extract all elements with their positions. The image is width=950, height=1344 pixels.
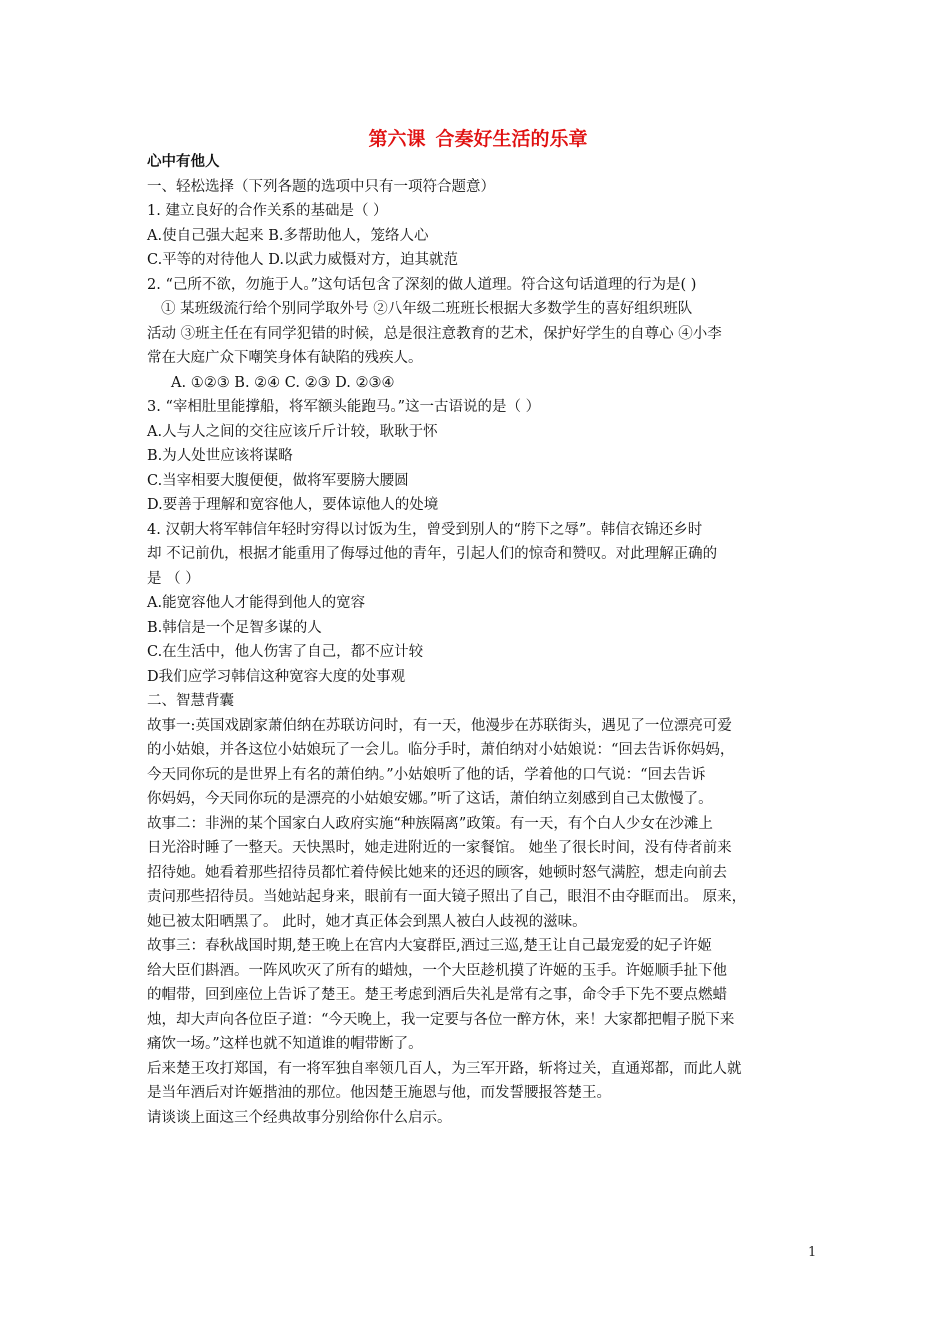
q2-line: ① 某班级流行给个别同学取外号 ②八年级二班班长根据大多数学生的喜好组织班队 xyxy=(161,301,693,317)
q3-stem: 3. “宰相肚里能撑船，将军额头能跑马。”这一古语说的是（ ） xyxy=(147,399,541,415)
story1-line: 故事一:英国戏剧家萧伯纳在苏联访问时，有一天，他漫步在苏联街头，遇见了一位漂亮可爱 xyxy=(147,717,732,734)
story3-line: 给大臣们斟酒。一阵风吹灭了所有的蜡烛，一个大臣趁机摸了许姬的玉手。许姬顺手扯下他 xyxy=(147,962,727,979)
q4-line: 却 不记前仇，根据才能重用了侮辱过他的青年，引起人们的惊奇和赞叹。对此理解正确的 xyxy=(147,546,718,562)
story3-line: 痛饮一场。”这样也就不知道谁的帽带断了。 xyxy=(147,1036,423,1052)
q1-options-ab: A.使自己强大起来 B.多帮助他人，笼络人心 xyxy=(147,227,429,244)
story2-line: 责问那些招待员。当她站起身来，眼前有一面大镜子照出了自己，眼泪不由夺眶而出。 原来， xyxy=(147,889,747,905)
lesson-title xyxy=(147,126,809,152)
story1-line: 的小姑娘，并各这位小姑娘玩了一会儿。临分手时，萧伯纳对小姑娘说：“回去告诉你妈妈， xyxy=(147,742,735,758)
q3-option-c: C.当宰相要大腹便便，做将军要膀大腰圆 xyxy=(147,472,409,489)
part1-heading: 一、轻松选择（下列各题的选项中只有一项符合题意） xyxy=(147,178,495,195)
closing-prompt: 请谈谈上面这三个经典故事分别给你什么启示。 xyxy=(147,1109,452,1126)
story3-line: 后来楚王攻打郑国，有一将军独自率领几百人，为三军开路，斩将过关，直通郑都，而此人就 xyxy=(147,1060,742,1077)
document-body xyxy=(147,150,809,1130)
section-heading: 心中有他人 xyxy=(147,153,220,170)
story2-line: 招待她。她看着那些招待员都忙着侍候比她来的还迟的顾客，她顿时怒气满腔，想走向前去 xyxy=(147,864,727,881)
part2-heading: 二、智慧背囊 xyxy=(147,693,234,709)
title-main: 第六课 xyxy=(368,128,426,150)
story3-line: 故事三：春秋战国时期,楚王晚上在宫内大宴群臣,酒过三巡,楚王让自己最宠爱的妃子许姬 xyxy=(147,938,712,954)
q4-option-d: D我们应学习韩信这种宽容大度的处事观 xyxy=(147,668,406,685)
q2-stem: 2. “己所不欲，勿施于人。”这句话包含了深刻的做人道理。符合这句话道理的行为是( ) xyxy=(147,276,697,293)
q1-stem: 1. 建立良好的合作关系的基础是（ ） xyxy=(147,203,388,219)
story2-line: 故事二：非洲的某个国家白人政府实施“种族隔离”政策。有一天，有个白人少女在沙滩上 xyxy=(147,815,713,832)
q3-option-d: D.要善于理解和宽容他人，要体谅他人的处境 xyxy=(147,497,439,513)
q2-line: 活动 ③班主任在有同学犯错的时候，总是很注意教育的艺术，保护好学生的自尊心 ④小李 xyxy=(147,325,722,342)
q2-options: A. ①②③ B. ②④ C. ②③ D. ②③④ xyxy=(171,374,395,391)
story1-line: 今天同你玩的是世界上有名的萧伯纳。”小姑娘听了他的话，学着他的口气说：“回去告诉 xyxy=(147,766,706,783)
q4-option-b: B.韩信是一个足智多谋的人 xyxy=(147,619,322,636)
q3-option-b: B.为人处世应该将谋略 xyxy=(147,448,293,464)
q1-options-cd: C.平等的对待他人 D.以武力威慑对方，迫其就范 xyxy=(147,252,459,268)
story1-line: 你妈妈，今天同你玩的是漂亮的小姑娘安娜。”听了这话，萧伯纳立刻感到自己太傲慢了。 xyxy=(147,791,713,807)
page-number: 1 xyxy=(808,1245,817,1260)
q3-option-a: A.人与人之间的交往应该斤斤计较，耿耿于怀 xyxy=(147,423,438,440)
story3-line: 烛，却大声向各位臣子道：“今天晚上，我一定要与各位一醉方休，来！大家都把帽子脱下来 xyxy=(147,1011,735,1028)
q4-stem: 4. 汉朝大将军韩信年轻时穷得以讨饭为生，曾受到别人的“胯下之辱”。韩信衣锦还乡时 xyxy=(147,521,703,538)
q4-option-c: C.在生活中，他人伤害了自己，都不应计较 xyxy=(147,644,424,660)
story3-line: 是当年酒后对许姬揩油的那位。他因楚王施恩与他，而发誓腰报答楚王。 xyxy=(147,1085,611,1101)
title-sub: 合奏好生活的乐章 xyxy=(435,128,588,150)
q2-line: 常在大庭广众下嘲笑身体有缺陷的残疾人。 xyxy=(147,350,423,366)
q4-line: 是 （ ） xyxy=(147,570,200,587)
story3-line: 的帽带，回到座位上告诉了楚王。楚王考虑到酒后失礼是常有之事，命令手下先不要点燃蜡 xyxy=(147,987,727,1003)
q4-option-a: A.能宽容他人才能得到他人的宽容 xyxy=(147,595,366,611)
story2-line: 她已被太阳晒黑了。 此时，她才真正体会到黑人被白人歧视的滋味。 xyxy=(147,913,587,930)
story2-line: 日光浴时睡了一整天。天快黑时，她走进附近的一家餐馆。 她坐了很长时间，没有侍者前来 xyxy=(147,840,732,856)
